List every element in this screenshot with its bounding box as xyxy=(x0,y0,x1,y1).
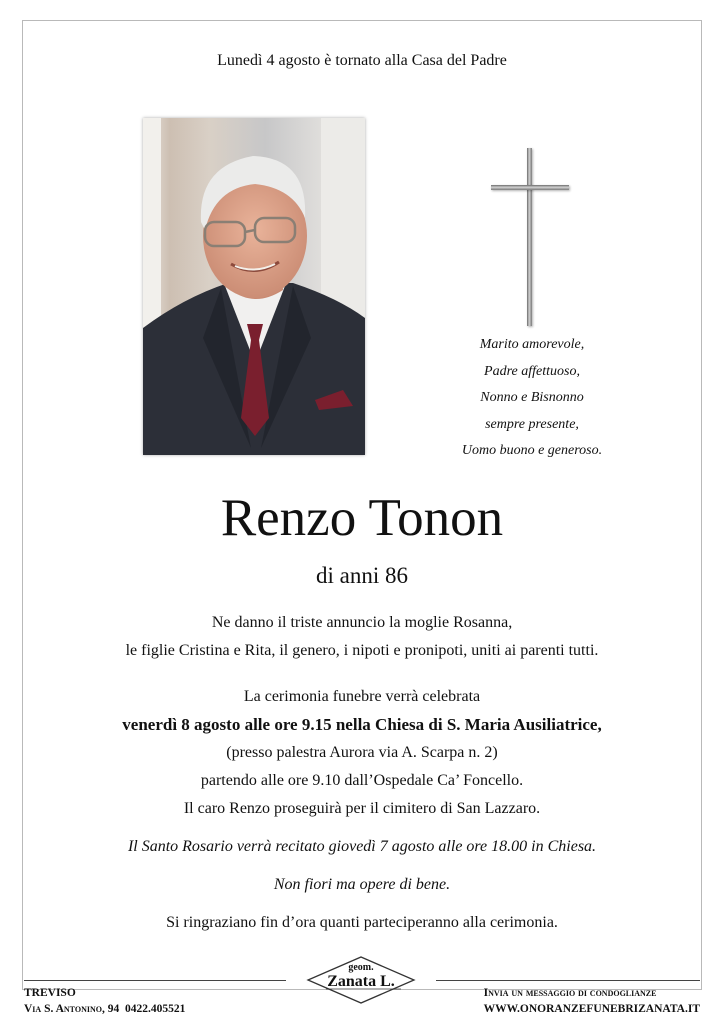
logo-name: Zanata L. xyxy=(327,973,395,990)
footer-divider-right xyxy=(436,980,700,981)
website-link[interactable]: WWW.ONORANZEFUNEBRIZANATA.IT xyxy=(483,1003,700,1015)
condolence-link[interactable]: Invia un messaggio di condoglianze xyxy=(483,987,657,999)
logo-title: geom. xyxy=(348,962,374,973)
portrait-photo xyxy=(143,118,365,455)
deceased-name: Renzo Tonon xyxy=(220,489,504,547)
footer-city: TREVISO xyxy=(24,987,76,999)
cross-icon xyxy=(487,148,573,328)
epitaph-line: sempre presente, xyxy=(485,416,579,432)
epitaph-line: Marito amorevole, xyxy=(479,337,585,352)
rosary-notice xyxy=(0,836,724,864)
footer-divider-left xyxy=(24,980,286,981)
ceremony-location-note: (presso palestra Aurora via A. Scarpa n. 2) xyxy=(226,744,498,761)
family-notice-line: Ne danno il triste annuncio la moglie Rosanna, xyxy=(211,614,513,631)
ceremony-date-place: venerdì 8 agosto alle ore 9.15 nella Chiesa di S. Maria Ausiliatrice, xyxy=(122,715,602,734)
ceremony-intro: La cerimonia funebre verrà celebrata xyxy=(243,688,481,705)
family-notice xyxy=(0,612,724,668)
thanks-notice xyxy=(0,912,724,940)
deceased-age: di anni 86 xyxy=(316,563,408,588)
footer-phone[interactable]: 0422.405521 xyxy=(124,1003,186,1015)
footer-address: Via S. Antonino, 94 xyxy=(24,1003,120,1015)
rosary-text: Il Santo Rosario verrà recitato giovedì 7 agosto alle ore 18.00 in Chiesa. xyxy=(127,838,597,855)
footer-contact xyxy=(24,985,185,1017)
flowers-notice xyxy=(0,874,724,902)
death-announcement: Lunedì 4 agosto è tornato alla Casa del Padre xyxy=(217,52,507,69)
footer-online xyxy=(484,985,700,1017)
ceremony-burial: Il caro Renzo proseguirà per il cimitero di San Lazzaro. xyxy=(183,800,541,817)
ceremony-details xyxy=(0,686,724,826)
epitaph xyxy=(432,334,632,467)
thanks-text: Si ringraziano fin d’ora quanti parteciperanno alla cerimonia. xyxy=(166,914,558,931)
ceremony-departure: partendo alle ore 9.10 dall’Ospedale Ca’ Foncello. xyxy=(200,772,524,789)
family-notice-line: le figlie Cristina e Rita, il genero, i nipoti e pronipoti, uniti ai parenti tutti. xyxy=(125,642,599,659)
epitaph-line: Uomo buono e generoso. xyxy=(461,443,603,458)
epitaph-line: Padre affettuoso, xyxy=(484,363,580,379)
epitaph-line: Nonno e Bisnonno xyxy=(480,390,584,405)
flowers-text: Non fiori ma opere di bene. xyxy=(273,876,451,893)
